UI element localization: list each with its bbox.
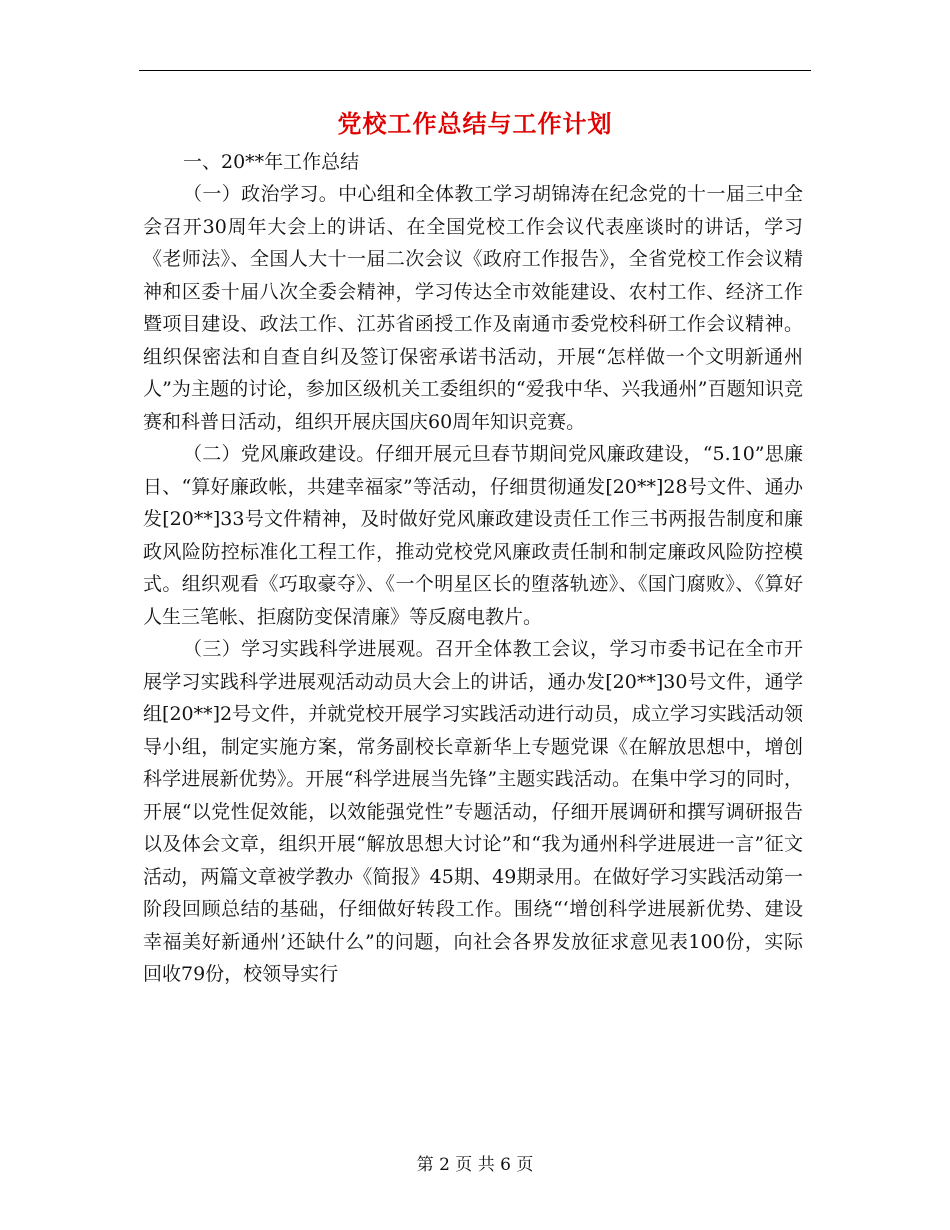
paragraph-scientific-development: （三）学习实践科学进展观。召开全体教工会议，学习市委书记在全市开展学习实践科学进展观活动动员大会上的讲话，通办发[20**]30号文件，通学组[20**]2号文件，并就党校开展学习实践活动进行动员，成立学习实践活动领导小组，制定实施方案，常务副校长章新华上专题党课《在解放思想中，增创科学进展新优势》。开展“科学进展当先锋”主题实践活动。在集中学习的同时，开展“以党性促效能，以效能强党性”专题活动，仔细开展调研和撰写调研报告以及体会文章，组织开展“解放思想大讨论”和“我为通州科学进展进一言”征文活动，两篇文章被学教办《简报》45期、49期录用。在做好学习实践活动第一阶段回顾总结的基础，仔细做好转段工作。围绕“‘增创科学进展新优势、建设幸福美好新通州’还缺什么”的问题，向社会各界发放征求意见表100份，实际回收79份，校领导实行: [143, 638, 803, 985]
document-body: [143, 146, 803, 991]
section-heading: 一、20**年工作总结: [183, 151, 360, 173]
paragraph-political-study: （一）政治学习。中心组和全体教工学习胡锦涛在纪念党的十一届三中全会召开30周年大会上的讲话、在全国党校工作会议代表座谈时的讲话，学习《老师法》、全国人大十一届二次会议《政府工作报告》，全省党校工作会议精神和区委十届八次全委会精神，学习传达全市效能建设、农村工作、经济工作暨项目建设、政法工作、江苏省函授工作及南通市委党校科研工作会议精神。组织保密法和自查自纠及签订保密承诺书活动，开展“怎样做一个文明新通州人”为主题的讨论，参加区级机关工委组织的“爱我中华、兴我通州”百题知识竞赛和科普日活动，组织开展庆国庆60周年知识竞赛。: [143, 183, 803, 433]
document-title: 党校工作总结与工作计划: [337, 109, 613, 138]
header-rule: [139, 70, 811, 71]
paragraph-integrity-building: （二）党风廉政建设。仔细开展元旦春节期间党风廉政建设，“5.10”思廉日、“算好廉政帐，共建幸福家”等活动，仔细贯彻通发[20**]28号文件、通办发[20**]33号文件精神，及时做好党风廉政建设责任工作三书两报告制度和廉政风险防控标准化工程工作，推动党校党风廉政责任制和制定廉政风险防控模式。组织观看《巧取豪夺》、《一个明星区长的堕落轨迹》、《国门腐败》、《算好人生三笔帐、拒腐防变保清廉》等反腐电教片。: [143, 443, 803, 628]
page-footer: 第 2 页 共 6 页: [416, 1155, 534, 1175]
